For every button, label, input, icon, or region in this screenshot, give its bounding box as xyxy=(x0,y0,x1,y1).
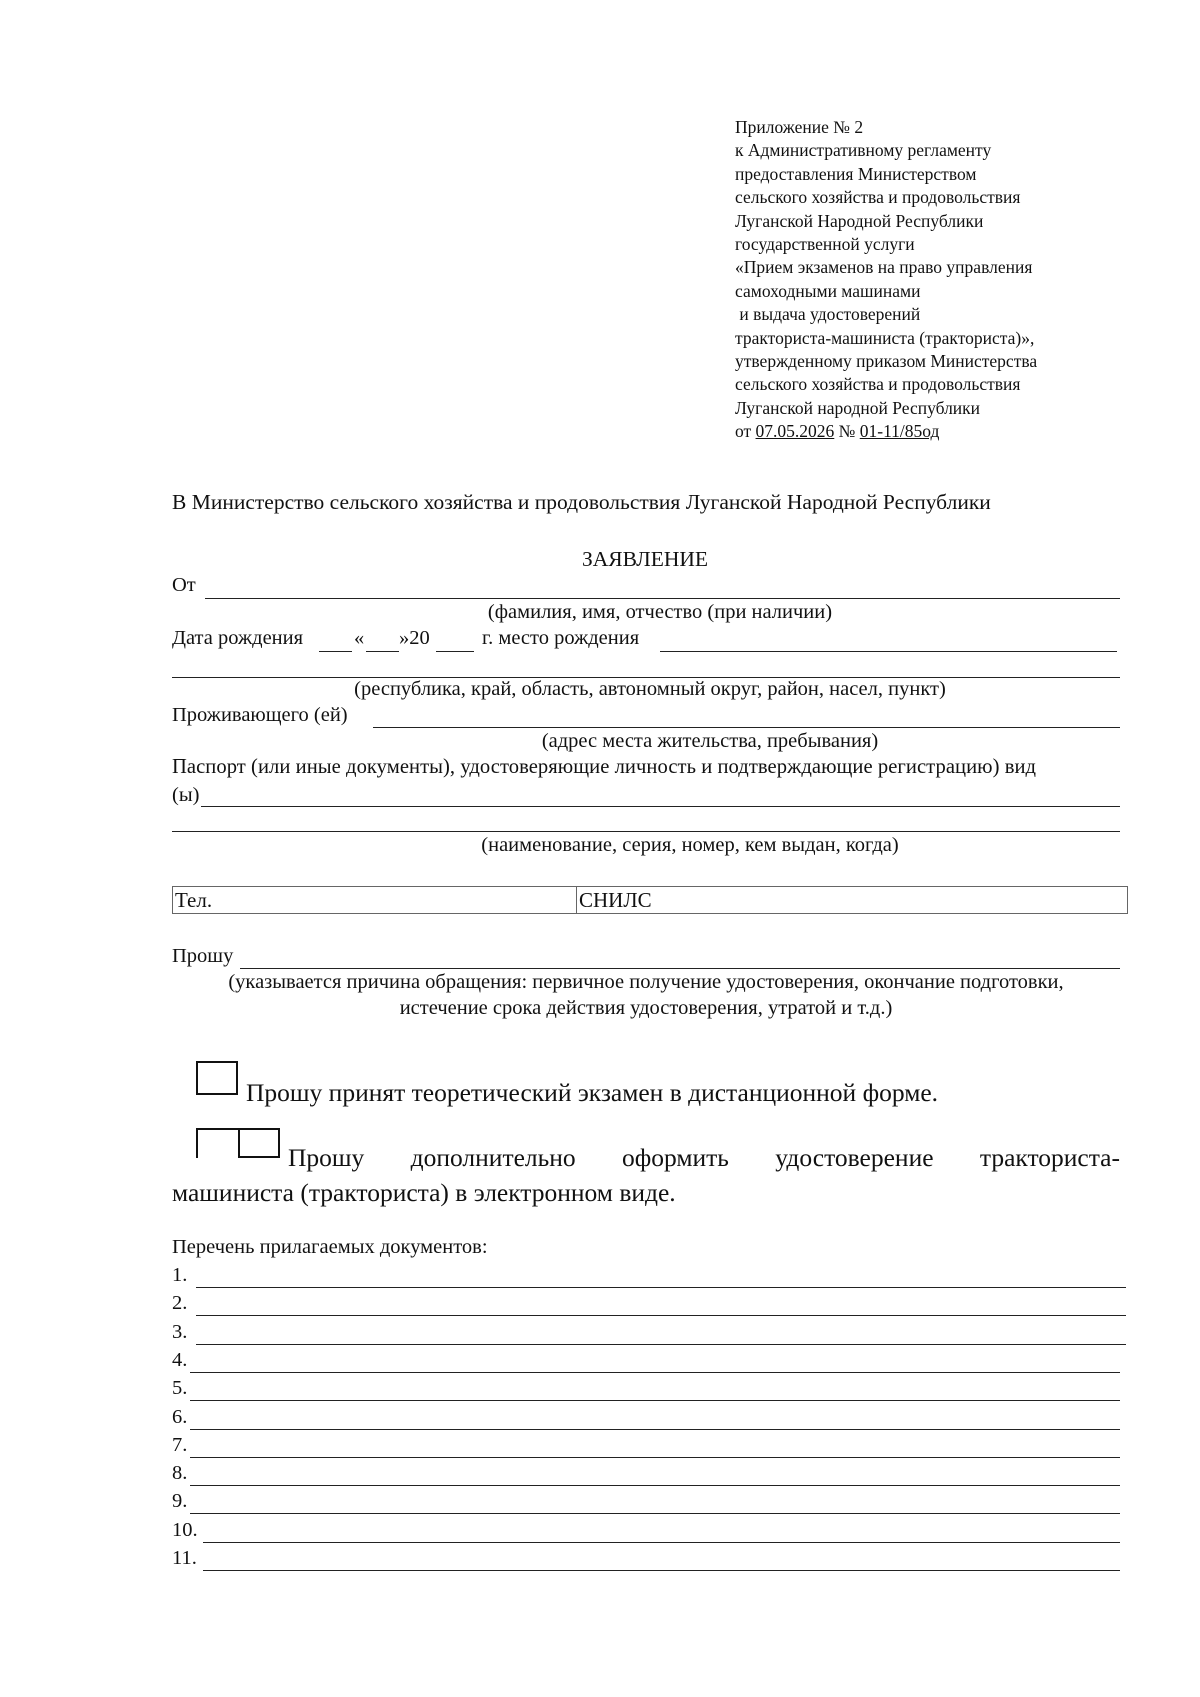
passport-line-2[interactable] xyxy=(172,831,1120,832)
document-line[interactable] xyxy=(190,1457,1120,1458)
document-number: 10. xyxy=(172,1518,198,1541)
request-hint-1: (указывается причина обращения: первичное получение удостоверения, окончание подготовки, xyxy=(228,971,1064,993)
snils-cell[interactable] xyxy=(577,887,1127,913)
request-label: Прошу xyxy=(172,945,234,967)
order-date-prefix: от xyxy=(735,421,752,442)
appendix-line: Луганской Народной Республики xyxy=(735,210,984,231)
document-number: 11. xyxy=(172,1547,197,1569)
document-line[interactable] xyxy=(196,1344,1126,1345)
document-number: 7. xyxy=(172,1433,188,1456)
document-number: 8. xyxy=(172,1462,188,1485)
appendix-line: самоходными машинами xyxy=(735,280,921,301)
appendix-line: предоставления Министерством xyxy=(735,163,977,184)
appendix-line: сельского хозяйства и продовольствия xyxy=(735,374,1021,395)
document-line[interactable] xyxy=(203,1570,1120,1571)
order-date: 07.05.2026 xyxy=(755,421,835,442)
contact-table xyxy=(172,886,1128,914)
birthplace-line[interactable] xyxy=(660,651,1117,652)
appendix-line: Луганской народной Республики xyxy=(735,397,981,418)
appendix-line: Приложение № 2 xyxy=(735,117,864,137)
document-line[interactable] xyxy=(190,1400,1120,1401)
appendix-lines xyxy=(735,116,1037,420)
electronic-text-word: тракториста- xyxy=(979,1143,1120,1172)
documents-heading: Перечень прилагаемых документов: xyxy=(172,1236,488,1258)
dob-day-line[interactable] xyxy=(319,651,352,652)
electronic-text-word: оформить xyxy=(621,1143,729,1172)
residence-label: Проживающего (ей) xyxy=(172,704,348,726)
order-number: 01-11/85од xyxy=(859,421,940,442)
appendix-line: государственной услуги xyxy=(735,234,915,255)
electronic-text-word: удостоверение xyxy=(775,1143,934,1172)
appendix-line: к Административному регламенту xyxy=(735,140,992,161)
appendix-line: сельского хозяйства и продовольствия xyxy=(735,187,1021,208)
document-number: 6. xyxy=(172,1405,188,1428)
document-line[interactable] xyxy=(190,1429,1120,1430)
request-line[interactable] xyxy=(240,968,1120,969)
appendix-header xyxy=(735,116,1037,444)
residence-line[interactable] xyxy=(373,727,1120,728)
document-number: 4. xyxy=(172,1348,188,1371)
passport-label: Паспорт (или иные документы), удостоверяющие личность и подтверждающие регистрацию) вид xyxy=(172,756,1037,778)
electronic-text-word: дополнительно xyxy=(410,1143,576,1172)
electronic-text-1 xyxy=(288,1143,1120,1173)
electronic-checkbox-bottom[interactable] xyxy=(238,1128,280,1158)
phone-label: Тел. xyxy=(175,888,213,912)
order-number-sign: № xyxy=(838,421,856,442)
appendix-line: утвержденному приказом Министерства xyxy=(735,351,1038,372)
birthplace-hint: (республика, край, область, автономный округ, район, насел, пункт) xyxy=(354,678,946,700)
electronic-text-word: Прошу xyxy=(288,1143,365,1172)
document-line[interactable] xyxy=(190,1513,1120,1514)
passport-label-2: (ы) xyxy=(172,784,200,806)
dob-year-line[interactable] xyxy=(436,651,474,652)
document-line[interactable] xyxy=(190,1485,1120,1486)
from-field-line[interactable] xyxy=(205,598,1120,599)
dob-open-quote: « xyxy=(354,627,365,649)
remote-exam-checkbox[interactable] xyxy=(196,1061,238,1095)
appendix-line: тракториста-машиниста (тракториста)», xyxy=(735,327,1035,348)
document-number: 3. xyxy=(172,1320,188,1343)
phone-cell[interactable] xyxy=(173,887,577,913)
document-number: 9. xyxy=(172,1490,188,1513)
document-number: 1. xyxy=(172,1264,188,1286)
appendix-line: «Прием экзаменов на право управления xyxy=(735,257,1033,278)
remote-exam-text: Прошу принят теоретический экзамен в дистанционной форме. xyxy=(246,1078,939,1107)
appendix-order-line xyxy=(735,420,1037,443)
appendix-line: и выдача удостоверений xyxy=(735,304,921,325)
dob-month-line[interactable] xyxy=(366,651,399,652)
electronic-text-2: машиниста (тракториста) в электронном виде. xyxy=(172,1178,676,1207)
document-number: 2. xyxy=(172,1292,188,1315)
document-line[interactable] xyxy=(190,1372,1120,1373)
document-line[interactable] xyxy=(196,1287,1126,1288)
document-line[interactable] xyxy=(203,1542,1120,1543)
from-hint: (фамилия, имя, отчество (при наличии) xyxy=(487,601,833,623)
residence-hint: (адрес места жительства, пребывания) xyxy=(541,730,879,752)
passport-hint: (наименование, серия, номер, кем выдан, когда) xyxy=(481,834,899,856)
dob-close-quote: »20 xyxy=(399,627,430,649)
form-title: ЗАЯВЛЕНИЕ xyxy=(581,547,709,571)
document-number: 5. xyxy=(172,1377,188,1400)
request-hint-2: истечение срока действия удостоверения, утратой и т.д.) xyxy=(399,997,893,1019)
snils-label: СНИЛС xyxy=(579,888,652,912)
dob-label: Дата рождения xyxy=(172,627,304,649)
from-label: От xyxy=(172,574,196,596)
dob-year-suffix: г. место рождения xyxy=(482,627,640,649)
passport-line[interactable] xyxy=(201,806,1120,807)
addressee: В Министерство сельского хозяйства и продовольствия Луганской Народной Республики xyxy=(172,490,991,514)
document-line[interactable] xyxy=(196,1315,1126,1316)
